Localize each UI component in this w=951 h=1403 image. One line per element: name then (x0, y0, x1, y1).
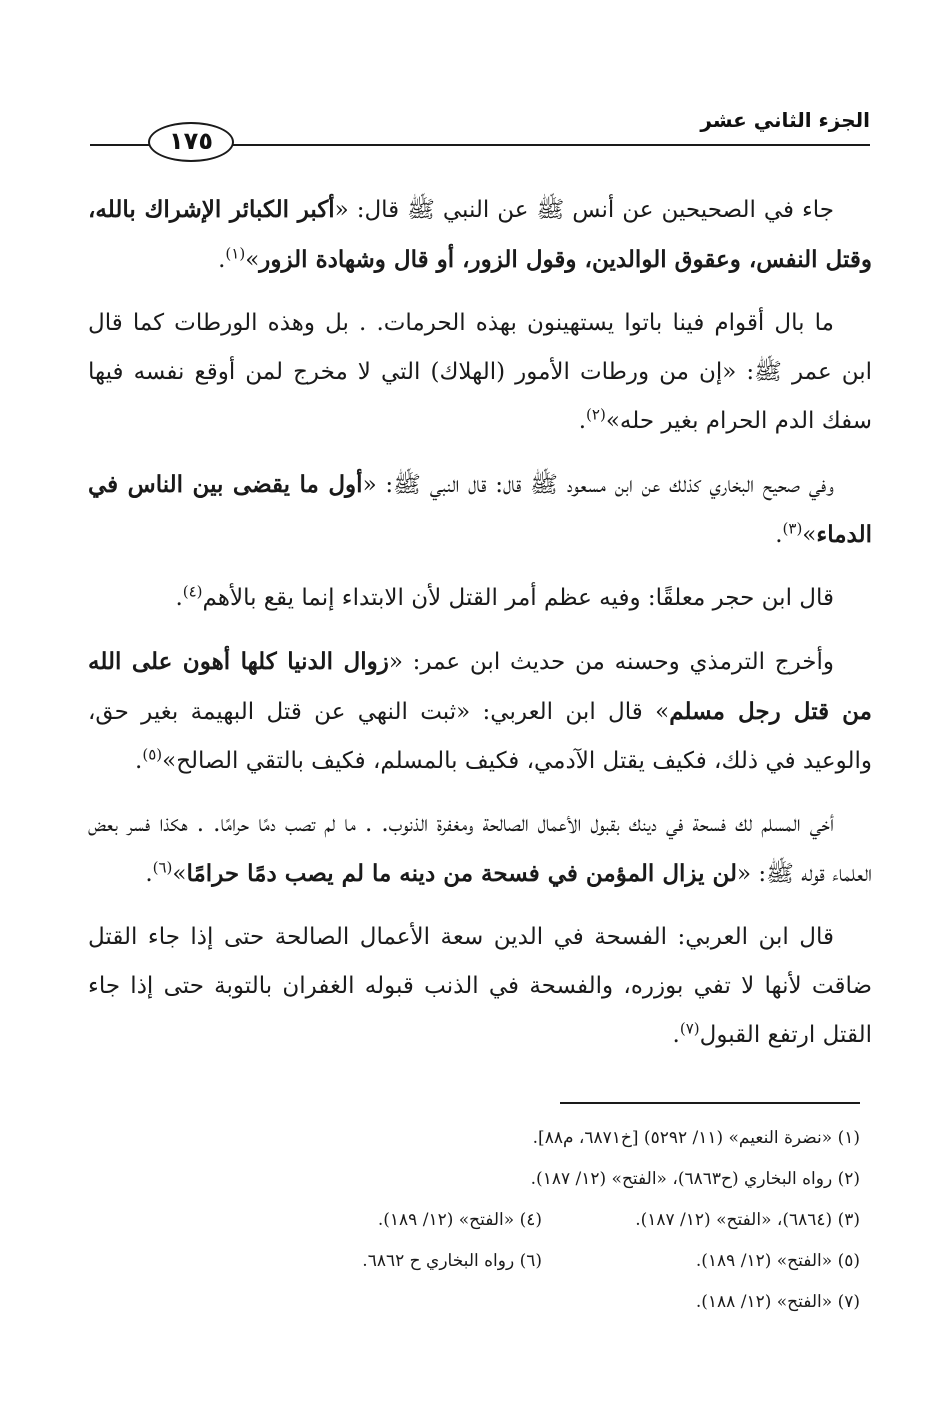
paragraph-text: ما بال أقوام فينا باتوا يستهينون بهذه الحرمات. . بل وهذه الورطات كما قال ابن عمر ﷺ: «إن من ورطات الأمور (الهلاك) التي لا مخرج لمن أوقع نفسه فيها سفك الدم الحرام بغير حله» (88, 310, 872, 434)
paragraph-text: . (145, 861, 153, 887)
footnote-line (170, 1282, 860, 1323)
paragraph-text: وفي صحيح البخاري كذلك عن ابن مسعود ﷺ قال: قال النبي ﷺ: « (362, 472, 834, 498)
paragraph-text: . (175, 585, 183, 611)
paragraph-text: قال ابن العربي: الفسحة في الدين سعة الأعمال الصالحة حتى إذا جاء القتل ضاقت لأنها لا تفي بوزره، والفسحة في الذنب قبوله الغفران بالتوبة حتى إذا جاء القتل ارتفع القبول (88, 924, 872, 1048)
paragraph (88, 800, 872, 899)
paragraph-text: . (672, 1022, 680, 1048)
paragraph (88, 460, 872, 560)
footnote-line (170, 1159, 860, 1200)
footnote-ref: (٥) (142, 745, 163, 764)
footnote-line (170, 1241, 860, 1282)
hadith-text: أول ما يقضى بين الناس في الدماء (88, 471, 872, 548)
paragraph (88, 637, 872, 786)
paragraph (88, 185, 872, 285)
hadith-text: لن يزال المؤمن في فسحة من دينه ما لم يصب دمًا حرامًا (186, 860, 738, 887)
main-text (88, 185, 872, 1074)
paragraph-text: . (218, 247, 226, 273)
footnote: (٥) «الفتح» (١٢/ ١٨٩). (695, 1251, 860, 1271)
footnote: (٦) رواه البخاري ح ٦٨٦٢. (362, 1251, 542, 1271)
paragraph-text: قال ابن حجر معلقًا: وفيه عظم أمر القتل لأن الابتداء إنما يقع بالأهم (202, 585, 834, 611)
paragraph (88, 913, 872, 1060)
paragraph-text: . (775, 522, 783, 548)
paragraph-text: » (245, 247, 260, 273)
footnote-ref: (١) (225, 244, 246, 263)
paragraph-text: » (802, 522, 817, 548)
paragraph-text: أخي المسلم لك فسحة في دينك بقبول الأعمال الصالحة ومغفرة الذنوب. . ما لم تصب دمًا حرامًا. . هكذا فسر بعض العلماء قوله ﷺ: « (88, 811, 872, 887)
footnote: (٢) رواه البخاري (ح٦٨٦٣)، «الفتح» (١٢/ ١٨٧). (530, 1169, 860, 1189)
footnote-ref: (٢) (586, 405, 606, 424)
footnote: (٤) «الفتح» (١٢/ ١٨٩). (377, 1210, 542, 1230)
footnote: (٣) (٦٨٦٤)، «الفتح» (١٢/ ١٨٧). (635, 1210, 860, 1230)
footnote: (٧) «الفتح» (١٢/ ١٨٨). (695, 1292, 860, 1312)
footnote-line (170, 1200, 860, 1241)
paragraph-text: » (172, 861, 187, 887)
paragraph (88, 299, 872, 446)
page-number-badge: ١٧٥ (148, 122, 234, 162)
hadith-text: زوال الدنيا كلها أهون على الله من قتل رجل مسلم (88, 648, 872, 725)
paragraph-text: وأخرج الترمذي وحسنه من حديث ابن عمر: « (388, 649, 834, 675)
footnote-line (170, 1118, 860, 1159)
paragraph-text: . (578, 408, 587, 434)
paragraph-text: . (135, 748, 143, 774)
footnote-ref: (٣) (782, 519, 803, 538)
footnote-separator (560, 1102, 860, 1104)
paragraph-text: جاء في الصحيحين عن أنس ﷺ عن النبي ﷺ قال: « (334, 197, 834, 223)
footnote-ref: (٧) (679, 1019, 700, 1038)
footnote-ref: (٦) (152, 858, 173, 877)
part-title: الجزء الثاني عشر (700, 108, 870, 132)
footnote: (١) «نضرة النعيم» (١١/ ٥٢٩٢) [خ٦٨٧١، م٨٨]. (532, 1128, 860, 1148)
paragraph (88, 574, 872, 623)
paragraph-text: » قال ابن العربي: «ثبت النهي عن قتل البهيمة بغير حق، والوعيد في ذلك، فكيف يقتل الآدمي، فكيف بالمسلم، فكيف بالتقي الصالح» (88, 699, 872, 774)
footnotes (170, 1118, 860, 1323)
footnote-ref: (٤) (182, 582, 203, 601)
hadith-text: أكبر الكبائر الإشراك بالله، وقتل النفس، وعقوق الوالدين، وقول الزور، أو قال وشهادة الزور (88, 196, 872, 273)
page-header (90, 100, 870, 160)
